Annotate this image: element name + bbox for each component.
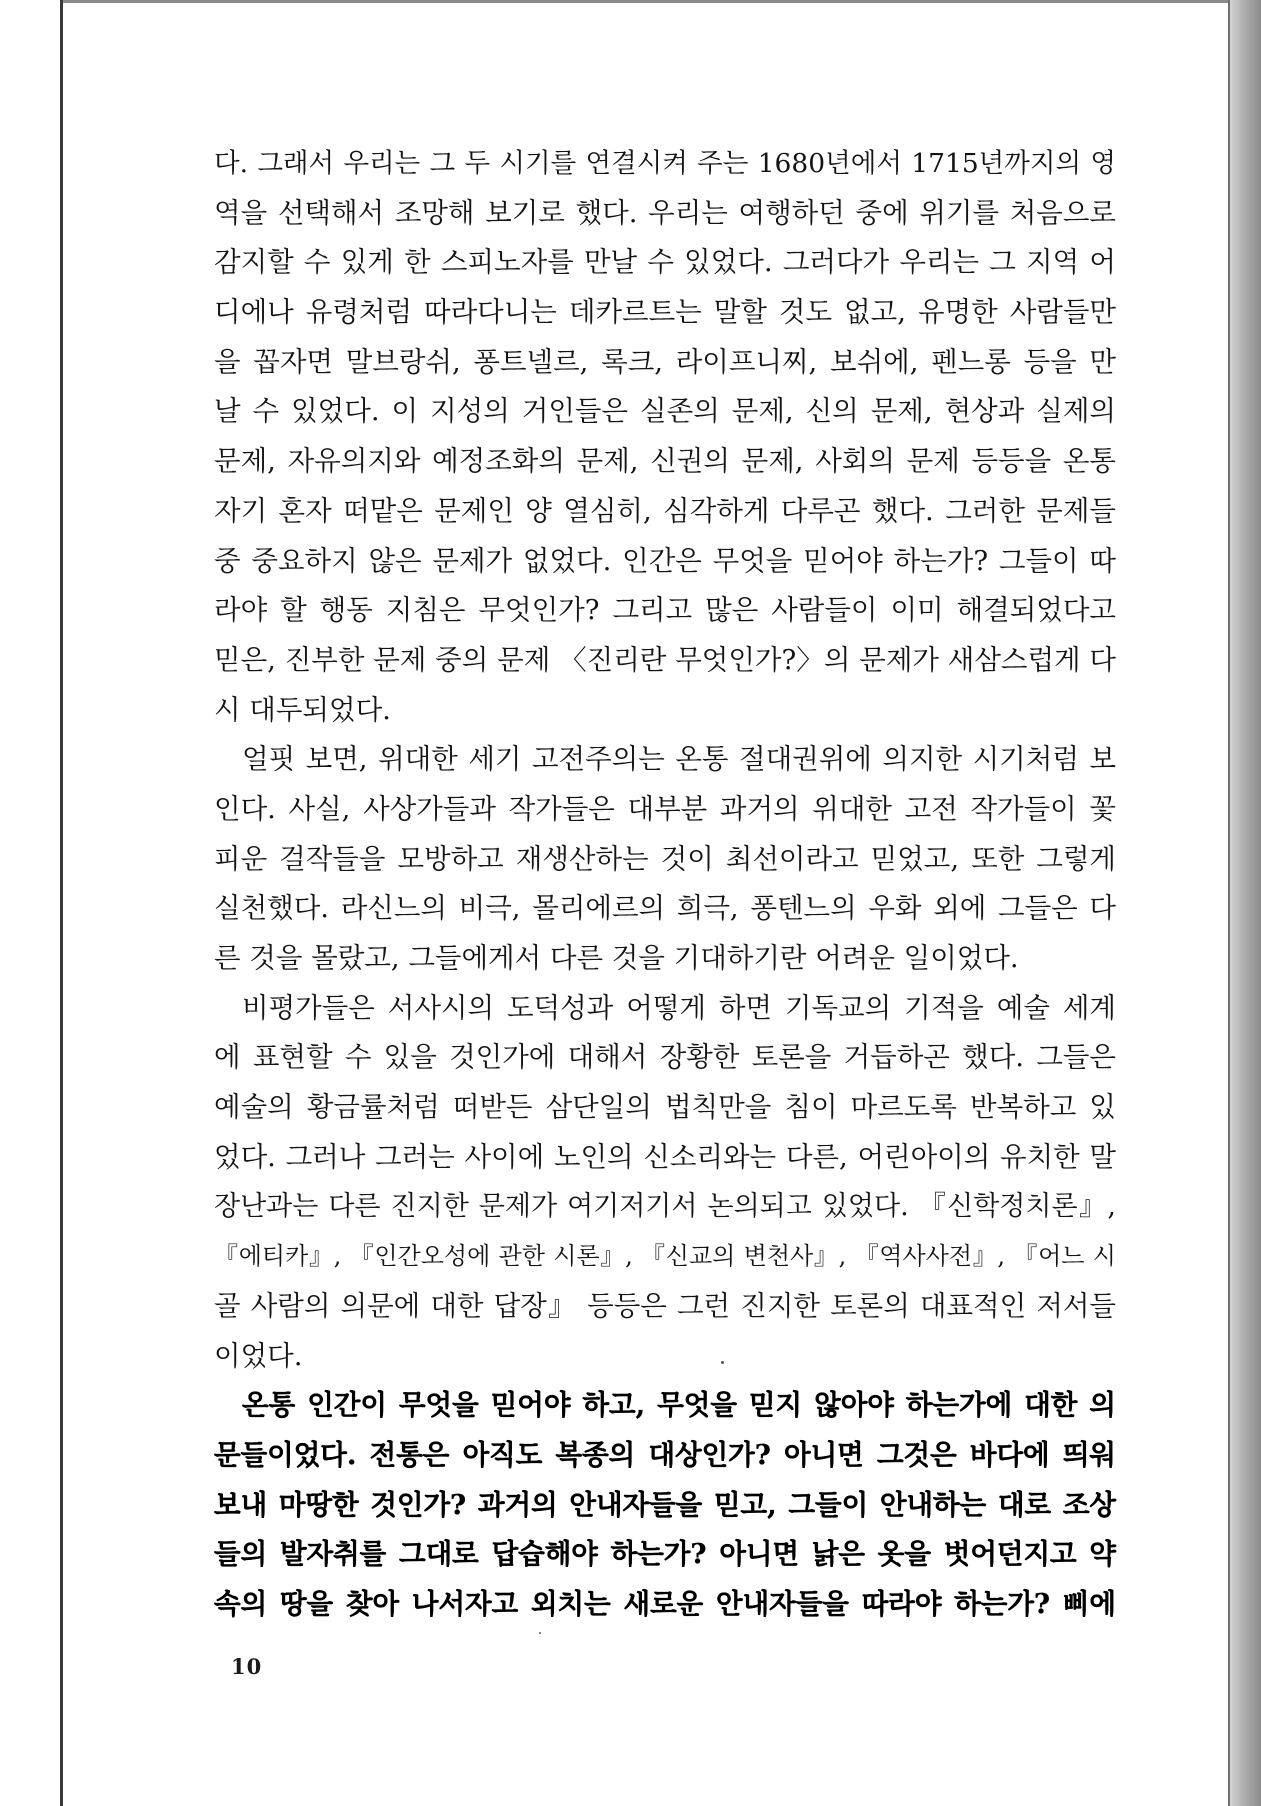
text-line: 들의 발자취를 그대로 답습해야 하는가? 아니면 낡은 옷을 벗어던지고 약: [214, 1538, 1116, 1571]
paragraph-2: [214, 735, 1116, 983]
page-top-edge: [60, 0, 1260, 3]
text-line: 인다. 사실, 사상가들과 작가들은 대부분 과거의 위대한 고전 작가들이 꽃: [214, 792, 1116, 825]
text-line: 비평가들은 서사시의 도덕성과 어떻게 하면 기독교의 기적을 예술 세계: [242, 991, 1116, 1024]
text-line: 골 사람의 의문에 대한 답장』 등등은 그런 진지한 토론의 대표적인 저서들: [214, 1289, 1116, 1322]
text-line: 『에티카』, 『인간오성에 관한 시론』, 『신교의 변천사』, 『역사사전』, 『어느 시: [214, 1242, 1116, 1271]
text-line: 에 표현할 수 있을 것인가에 대해서 장황한 토론을 거듭하곤 했다. 그들은: [214, 1041, 1116, 1074]
text-line: 날 수 있었다. 이 지성의 거인들은 실존의 문제, 신의 문제, 현상과 실제의: [214, 395, 1116, 428]
text-line: 감지할 수 있게 한 스피노자를 만날 수 있었다. 그러다가 우리는 그 지역 어: [214, 246, 1116, 279]
text-line: 실천했다. 라신느의 비극, 몰리에르의 희극, 퐁텐느의 우화 외에 그들은 다: [214, 892, 1116, 925]
scan-speck: [721, 1361, 724, 1364]
text-line: 을 꼽자면 말브랑쉬, 퐁트넬르, 록크, 라이프니찌, 보쉬에, 펜느롱 등을 만: [214, 345, 1116, 378]
text-line: 장난과는 다른 진지한 문제가 여기저기서 논의되고 있었다. 『신학정치론』,: [214, 1191, 1116, 1223]
text-line: 보내 마땅한 것인가? 과거의 안내자들을 믿고, 그들이 안내하는 대로 조상: [214, 1488, 1116, 1521]
text-line: 문들이었다. 전통은 아직도 복종의 대상인가? 아니면 그것은 바다에 띄워: [214, 1438, 1116, 1471]
page-left-edge: [60, 0, 63, 1806]
text-line: 속의 땅을 찾아 나서자고 외치는 새로운 안내자들을 따라야 하는가? 삐에: [214, 1587, 1116, 1620]
text-line: 예술의 황금률처럼 떠받든 삼단일의 법칙만을 침이 마르도록 반복하고 있: [214, 1091, 1116, 1124]
text-line: 른 것을 몰랐고, 그들에게서 다른 것을 기대하기란 어려운 일이었다.: [214, 942, 1019, 974]
scan-speck: [539, 1632, 541, 1634]
text-line: 피운 걸작들을 모방하고 재생산하는 것이 최선이라고 믿었고, 또한 그렇게: [214, 842, 1116, 875]
paragraph-1: [214, 139, 1116, 735]
text-line: 다. 그래서 우리는 그 두 시기를 연결시켜 주는 1680년에서 1715년까지의 영: [214, 148, 1116, 179]
text-line: 라야 할 행동 지침은 무엇인가? 그리고 많은 사람들이 이미 해결되었다고: [214, 594, 1116, 627]
text-line: 얼핏 보면, 위대한 세기 고전주의는 온통 절대권위에 의지한 시기처럼 보: [242, 743, 1116, 776]
text-line: 온통 인간이 무엇을 믿어야 하고, 무엇을 믿지 않아야 하는가에 대한 의: [242, 1389, 1116, 1422]
text-line: 믿은, 진부한 문제 중의 문제 〈진리란 무엇인가?〉의 문제가 새삼스럽게 다: [214, 643, 1116, 676]
text-line: 이었다.: [214, 1339, 303, 1372]
text-line: 디에나 유령처럼 따라다니는 데카르트는 말할 것도 없고, 유명한 사람들만: [214, 296, 1116, 329]
text-line: 시 대두되었다.: [214, 693, 391, 726]
text-line: 었다. 그러나 그러는 사이에 노인의 신소리와는 다른, 어린아이의 유치한 말: [214, 1140, 1116, 1173]
text-line: 자기 혼자 떠맡은 문제인 양 열심히, 심각하게 다루곤 했다. 그러한 문제들: [214, 494, 1116, 527]
paragraph-3: [214, 984, 1116, 1382]
text-line: 문제, 자유의지와 예정조화의 문제, 신권의 문제, 사회의 문제 등등을 온통: [214, 445, 1116, 478]
book-spine-shadow: [1228, 0, 1261, 1806]
page-number: 10: [231, 1654, 263, 1679]
paragraph-4: [214, 1381, 1116, 1629]
text-line: 중 중요하지 않은 문제가 없었다. 인간은 무엇을 믿어야 하는가? 그들이 따: [214, 544, 1116, 577]
text-line: 역을 선택해서 조망해 보기로 했다. 우리는 여행하던 중에 위기를 처음으로: [214, 196, 1116, 229]
body-text: [214, 139, 1116, 1630]
